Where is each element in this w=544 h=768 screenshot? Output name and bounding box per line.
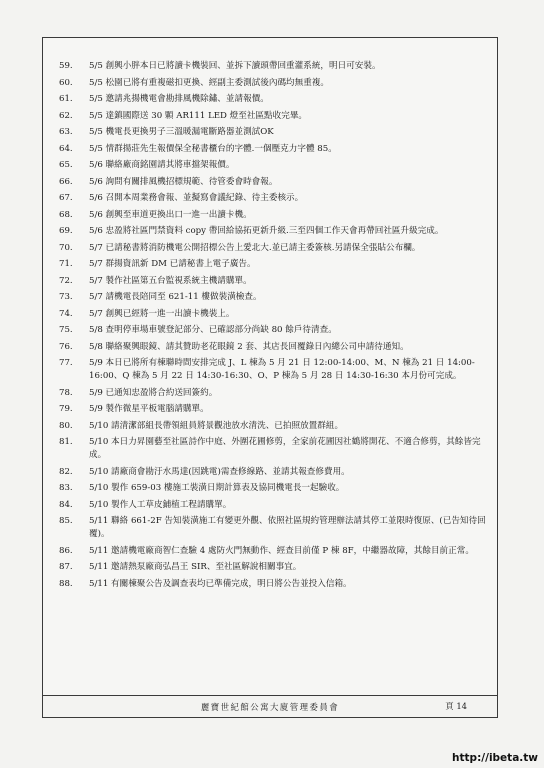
entry-text: 5/7 製作社區第五台監視系統主機請購單。 (89, 275, 252, 286)
entry-number: 63. (59, 127, 73, 137)
entry-text: 5/6 召開本周業務會報、並擬寫會議紀錄、待主委核示。 (89, 193, 304, 203)
entry-number: 70. (59, 242, 73, 253)
list-item (59, 387, 495, 400)
entry-text: 5/10 製作人工草皮鋪植工程請購單。 (89, 499, 232, 510)
entry-number: 72. (59, 275, 73, 286)
entries-list (59, 60, 495, 594)
entry-number: 73. (59, 292, 73, 302)
list-item (59, 482, 495, 495)
entry-text: 5/6 聯絡廠商銘園請其將車擋架報價。 (89, 160, 235, 170)
entry-number: 87. (59, 562, 73, 572)
entry-text: 5/5 機電長更換男子三溫暖漏電斷路器並測試OK (89, 127, 274, 137)
entry-text: 5/7 創興已經將一進一出讀卡機裝上。 (89, 308, 235, 319)
list-item (59, 436, 495, 462)
page-footer (42, 696, 498, 718)
list-item (59, 209, 495, 222)
footer-title: 麗寶世紀館公寓大廈管理委員會 (200, 701, 340, 712)
entry-number: 88. (59, 578, 73, 589)
entry-text: 5/8 查明停車場車號登記部分、已確認部分尚缺 80 餘戶待清查。 (89, 325, 337, 335)
entry-text: 5/8 聯絡聚興眼鏡、請其贊助老花眼鏡 2 套、其店長回覆錄日內總公司申請待通知。 (89, 341, 409, 352)
entry-number: 69. (59, 226, 73, 236)
entry-text: 5/9 製作微星平板電腦請購單。 (89, 404, 209, 414)
list-item (59, 258, 495, 271)
entry-text: 5/11 邀請機電廠商智仁查驗 4 處防火門無動作、經查目前僅 P 棟 8F，中繼器故障，其餘目前正常。 (89, 545, 474, 556)
list-item (59, 308, 495, 321)
list-item (59, 420, 495, 433)
list-item (59, 291, 495, 304)
list-item (59, 143, 495, 156)
entry-text: 5/6 忠盈將社區門禁資料 copy 帶回給協拓更新升級.三至四個工作天會再帶回社區升級完成。 (89, 226, 444, 236)
entry-number: 77. (59, 358, 73, 368)
entry-number: 85. (59, 516, 73, 526)
entry-text: 5/7 請機電長陪同至 621-11 樓做裝潢檢查。 (89, 292, 262, 302)
watermark: http://ibeta.tw (452, 752, 538, 764)
list-item (59, 225, 495, 238)
entry-text: 5/10 製作 659-03 樓施工裝潢日期計算表及協同機電長一起驗收。 (89, 483, 345, 493)
list-item (59, 499, 495, 512)
entry-number: 66. (59, 176, 73, 187)
entry-number: 62. (59, 110, 73, 121)
list-item (59, 93, 495, 106)
list-item (59, 357, 495, 383)
entry-number: 68. (59, 209, 73, 220)
entry-number: 71. (59, 259, 73, 269)
page-number: 頁 14 (445, 701, 467, 711)
entry-number: 65. (59, 160, 73, 170)
entry-text: 5/9 本日已將所有棟聯時間安排完成 J、L 棟為 5 月 21 日 12:00-14:00、M、N 棟為 21 日 14:00-16:00、Q 棟為 5 月 22 日 14:30-16:30、O、P 棟為 5 月 28 日 14:30-16:30 本月份可完成。 (89, 358, 475, 381)
entry-text: 5/6 詢問有關排風機招標規範、待管委會時會報。 (89, 176, 278, 187)
list-item (59, 242, 495, 255)
entry-text: 5/5 情群揚莊先生報價保全秘書櫃台的字體.一個壓克力字體 85。 (89, 143, 337, 154)
entry-number: 61. (59, 94, 73, 104)
entry-text: 5/6 創興至車道更換出口一進一出讀卡機。 (89, 209, 252, 220)
entry-text: 5/5 邀請兆揚機電會勘排風機除鏽、並請報價。 (89, 94, 269, 104)
entry-number: 82. (59, 466, 73, 477)
list-item (59, 466, 495, 479)
entry-text: 5/5 創興小胖本日已將讀卡機裝回、並拆下讀頭帶回重灌系統，明日可安裝。 (89, 61, 381, 71)
entry-number: 59. (59, 61, 73, 71)
entry-number: 60. (59, 77, 73, 88)
entry-text: 5/11 有關棟聚公告及調查表均已準備完成，明日將公告並投入信箱。 (89, 578, 352, 589)
entry-text: 5/7 已請秘書將消防機電公開招標公告上愛北大.並已請主委簽核.另請保全張貼公布欄。 (89, 242, 421, 253)
entry-number: 78. (59, 387, 73, 398)
entry-text: 5/5 松園已將有重複磁扣更換、經副主委測試後內碼均無重複。 (89, 77, 330, 88)
entry-number: 75. (59, 325, 73, 335)
list-item (59, 192, 495, 205)
list-item (59, 275, 495, 288)
entry-text: 5/10 請清潔部組長帶領組員將景觀池放水清洗、已拍照放置群組。 (89, 420, 344, 431)
entry-text: 5/11 邀請熱泵廠商弘昌王 SIR、至社區解說相關事宜。 (89, 562, 302, 572)
entry-number: 67. (59, 193, 73, 203)
list-item (59, 110, 495, 123)
entry-number: 83. (59, 483, 73, 493)
entry-text: 5/11 聯絡 661-2F 告知裝潢施工有變更外觀、依照社區規約管理辦法請其停工並限時復原、(已告知待回覆)。 (89, 516, 486, 539)
list-item (59, 60, 495, 73)
list-item (59, 515, 495, 541)
list-item (59, 176, 495, 189)
entry-number: 64. (59, 143, 73, 154)
list-item (59, 126, 495, 139)
list-item (59, 341, 495, 354)
list-item (59, 159, 495, 172)
entry-number: 86. (59, 545, 73, 556)
entry-text: 5/10 請廠商會勘汙水馬達(因跳電)需查修線路、並請其報查修費用。 (89, 466, 350, 477)
entry-text: 5/7 群揚資訊新 DM 已請秘書上電子廣告。 (89, 259, 256, 269)
entry-number: 74. (59, 308, 73, 319)
entry-number: 84. (59, 499, 73, 510)
list-item (59, 324, 495, 337)
list-item (59, 561, 495, 574)
list-item (59, 403, 495, 416)
entry-text: 5/5 達鎮國際送 30 顆 AR111 LED 燈至社區點收完畢。 (89, 110, 308, 121)
entry-number: 79. (59, 404, 73, 414)
entry-number: 80. (59, 420, 73, 431)
entry-text: 5/9 已通知忠盈將合約送回簽約。 (89, 387, 218, 398)
entry-text: 5/10 本日力昇園藝至社區詩作中庭、外圍花圃修剪，全家前花圃因社鶴將開花、不適合修剪，其餘皆完成。 (89, 437, 481, 460)
list-item (59, 578, 495, 591)
list-item (59, 545, 495, 558)
list-item (59, 77, 495, 90)
entry-number: 81. (59, 437, 73, 447)
entry-number: 76. (59, 341, 73, 352)
